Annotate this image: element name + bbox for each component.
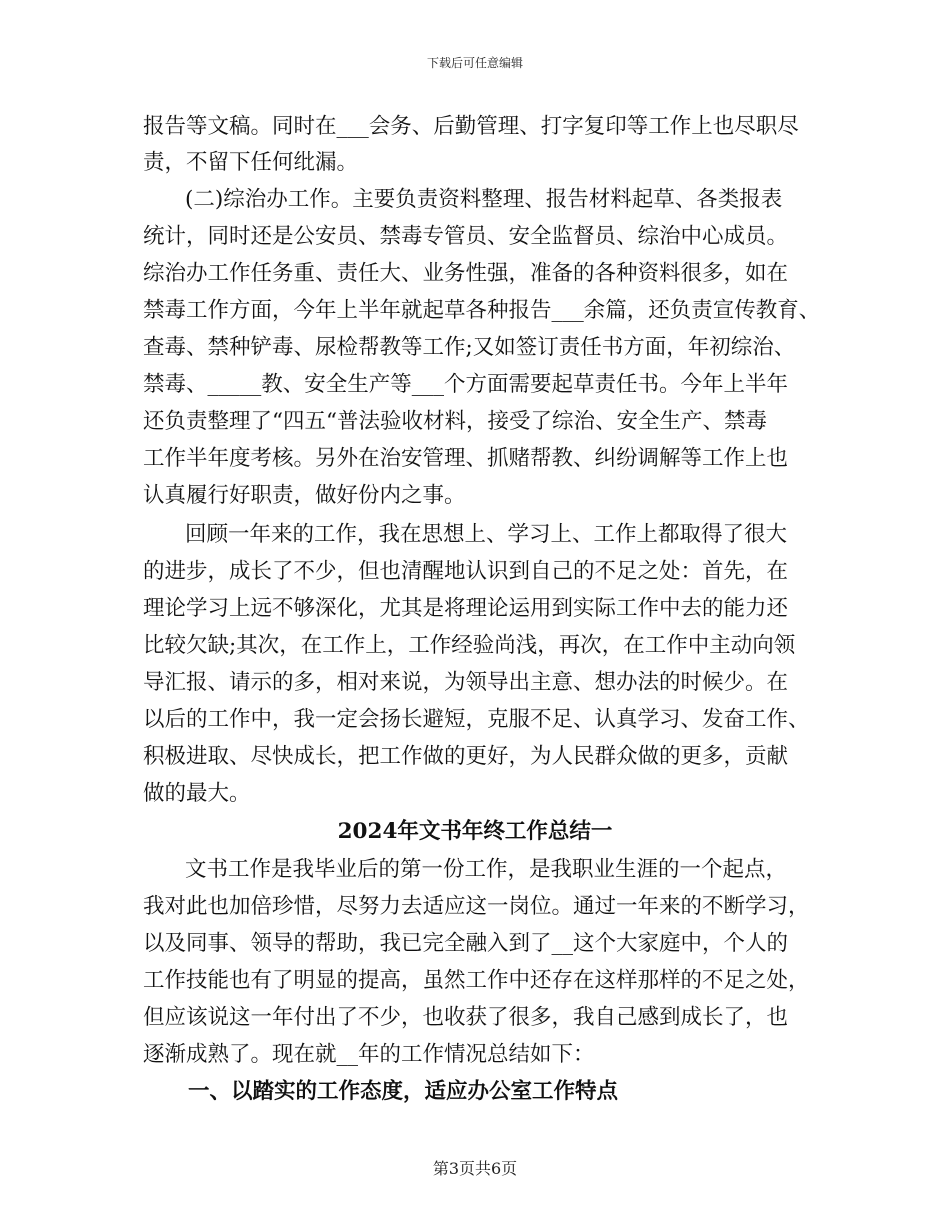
text-line: 统计，同时还是公安员、禁毒专管员、安全监督员、综治中心成员。 [143, 224, 789, 249]
text-line: 以及同事、领导的帮助，我已完全融入到了__这个大家庭中，个人的 [143, 931, 789, 956]
text-line: 查毒、禁种铲毒、尿检帮教等工作;又如签订责任书方面，年初综治、 [143, 335, 796, 360]
text-line: 我对此也加倍珍惜，尽努力去适应这一岗位。通过一年来的不断学习， [143, 894, 810, 919]
text-line: 工作半年度考核。另外在治安管理、抓赌帮教、纠纷调解等工作上也 [143, 446, 789, 471]
text-line: 导汇报、请示的多，相对来说，为领导出主意、想办法的时候少。在 [143, 670, 789, 695]
page-header-note: 下载后可任意编辑 [426, 56, 523, 70]
text-line: 禁毒、_____教、安全生产等___个方面需要起草责任书。今年上半年 [143, 372, 789, 397]
text-line: 理论学习上远不够深化，尤其是将理论运用到实际工作中去的能力还 [143, 596, 789, 621]
text-line: 工作技能也有了明显的提高，虽然工作中还存在这样那样的不足之处， [143, 968, 810, 993]
text-line: 报告等文稿。同时在___会务、后勤管理、打字复印等工作上也尽职尽 [143, 114, 799, 139]
text-line: 文书工作是我毕业后的第一份工作，是我职业生涯的一个起点， [185, 857, 788, 882]
text-line: 禁毒工作方面，今年上半年就起草各种报告___余篇，还负责宣传教育、 [143, 298, 821, 323]
text-line: 做的最大。 [143, 781, 251, 806]
text-line: 回顾一年来的工作，我在思想上、学习上、工作上都取得了很大 [185, 522, 788, 547]
page-number: 第3页共6页 [432, 1159, 518, 1178]
text-line: 责，不留下任何纰漏。 [143, 150, 359, 175]
text-line: 的进步，成长了不少，但也清醒地认识到自己的不足之处：首先，在 [143, 559, 789, 584]
text-line: 以后的工作中，我一定会扬长避短，克服不足、认真学习、发奋工作、 [143, 707, 810, 732]
text-line: (二)综治办工作。主要负责资料整理、报告材料起草、各类报表 [185, 187, 783, 212]
text-line: 还负责整理了“四五“普法验收材料，接受了综治、安全生产、禁毒 [143, 409, 767, 434]
section-title: 2024年文书年终工作总结一 [337, 819, 613, 844]
subsection-heading: 一、以踏实的工作态度，适应办公室工作特点 [188, 1079, 619, 1104]
text-line: 逐渐成熟了。现在就__年的工作情况总结如下： [143, 1042, 595, 1067]
text-line: 比较欠缺;其次，在工作上，工作经验尚浅，再次，在工作中主动向领 [143, 633, 796, 658]
text-line: 积极进取、尽快成长，把工作做的更好，为人民群众做的更多，贡献 [143, 744, 789, 769]
text-line: 认真履行好职责，做好份内之事。 [143, 483, 466, 508]
text-line: 综治办工作任务重、责任大、业务性强，准备的各种资料很多，如在 [143, 261, 789, 286]
text-line: 但应该说这一年付出了不少，也收获了很多，我自己感到成长了，也 [143, 1005, 789, 1030]
